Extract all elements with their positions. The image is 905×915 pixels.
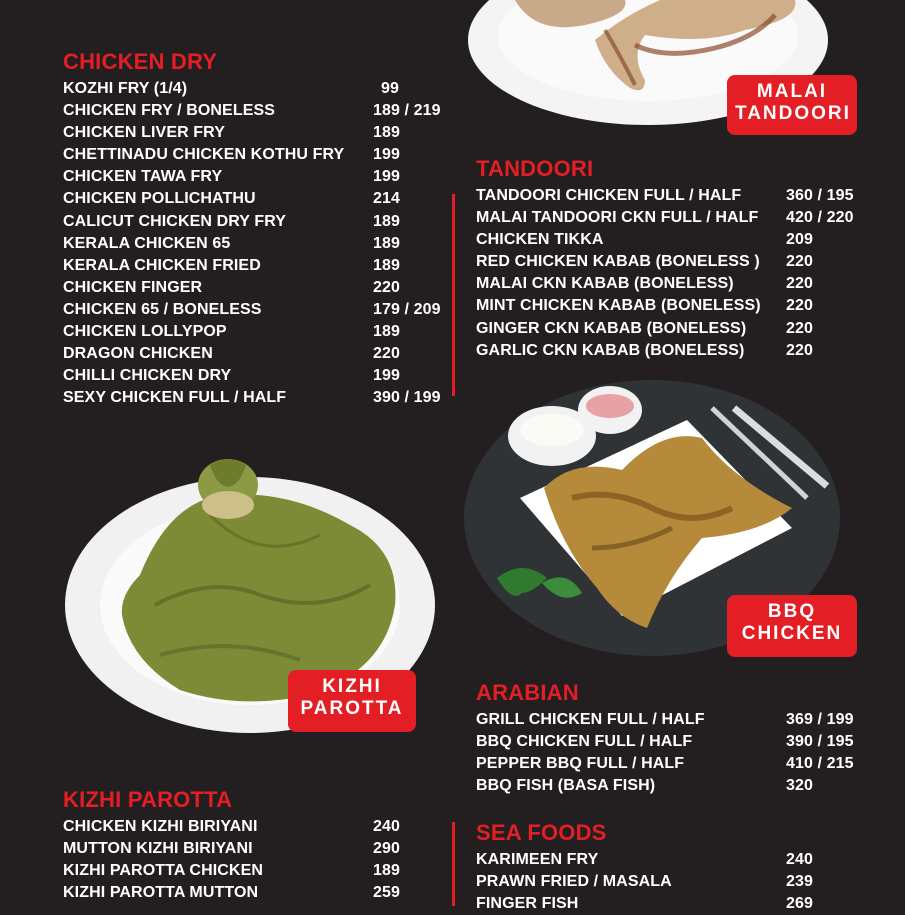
- chicken-dry-section: [63, 50, 453, 409]
- item-price: 179 / 209: [373, 300, 441, 318]
- item-price: 199: [373, 168, 400, 186]
- item-price: 390 / 195: [786, 733, 854, 751]
- section-title: CHICKEN DRY: [63, 49, 218, 74]
- menu-list: [476, 709, 876, 797]
- item-name: SEXY CHICKEN FULL / HALF: [63, 389, 287, 407]
- menu-item: [476, 775, 876, 797]
- item-name: CHICKEN 65 / BONELESS: [63, 300, 262, 318]
- item-name: CALICUT CHICKEN DRY FRY: [63, 212, 287, 230]
- menu-item: [476, 893, 876, 915]
- item-name: FINGER FISH: [476, 895, 579, 913]
- menu-item: [63, 78, 453, 100]
- section-title: TANDOORI: [476, 156, 594, 181]
- menu-list: [476, 185, 876, 362]
- item-price: 239: [786, 873, 813, 891]
- menu-list: [476, 849, 876, 915]
- item-price: 220: [373, 278, 400, 296]
- item-price: 220: [786, 319, 813, 337]
- menu-item: [63, 211, 453, 233]
- item-price: 240: [373, 818, 400, 835]
- item-name: PEPPER BBQ FULL / HALF: [476, 755, 685, 773]
- menu-item: [476, 849, 876, 871]
- item-price: 199: [373, 367, 400, 385]
- menu-item: [476, 273, 876, 295]
- item-name: KERALA CHICKEN FRIED: [63, 256, 261, 274]
- item-price: 220: [373, 345, 400, 363]
- badge-line: PAROTTA: [300, 698, 404, 719]
- item-price: 220: [786, 253, 813, 271]
- item-price: 290: [373, 840, 400, 858]
- menu-item: [63, 166, 453, 188]
- item-name: MUTTON KIZHI BIRIYANI: [63, 840, 253, 858]
- item-price: 259: [373, 884, 400, 902]
- badge-line: MALAI: [756, 81, 828, 102]
- item-name: KERALA CHICKEN 65: [63, 234, 231, 252]
- menu-item: [63, 882, 453, 904]
- menu-item: [63, 100, 453, 122]
- item-price: 209: [786, 231, 813, 249]
- malai-tandoori-badge: [727, 75, 857, 135]
- item-name: BBQ FISH (BASA FISH): [476, 777, 656, 795]
- item-price: 240: [786, 851, 813, 868]
- item-price: 189: [373, 212, 400, 230]
- bbq-chicken-badge: [727, 595, 857, 657]
- item-name: CHICKEN FRY / BONELESS: [63, 102, 276, 120]
- item-name: MALAI CKN KABAB (BONELESS): [476, 275, 734, 293]
- menu-list: [63, 816, 453, 904]
- item-name: KIZHI PAROTTA CHICKEN: [63, 862, 264, 880]
- menu-item: [63, 255, 453, 277]
- menu-item: [63, 299, 453, 321]
- item-price: 214: [373, 190, 400, 208]
- section-title: ARABIAN: [476, 680, 579, 705]
- item-name: CHILLI CHICKEN DRY: [63, 367, 232, 385]
- item-price: 199: [373, 146, 400, 164]
- item-price: 369 / 199: [786, 711, 854, 728]
- item-name: CHETTINADU CHICKEN KOTHU FRY: [63, 146, 345, 164]
- menu-item: [476, 340, 876, 362]
- section-title: KIZHI PAROTTA: [63, 787, 233, 812]
- menu-item: [63, 365, 453, 387]
- item-price: 410 / 215: [786, 755, 854, 773]
- item-price: 189: [373, 256, 400, 274]
- menu-item: [476, 731, 876, 753]
- item-name: CHICKEN TAWA FRY: [63, 168, 223, 186]
- item-price: 220: [786, 341, 813, 359]
- item-price: 390 / 199: [373, 389, 441, 407]
- item-price: 269: [786, 895, 813, 913]
- item-price: 189: [373, 234, 400, 252]
- item-price: 189: [373, 323, 400, 341]
- item-name: PRAWN FRIED / MASALA: [476, 873, 672, 891]
- tandoori-section: [476, 157, 876, 362]
- menu-item: [63, 122, 453, 144]
- menu-item: [476, 185, 876, 207]
- menu-item: [63, 277, 453, 299]
- item-name: DRAGON CHICKEN: [63, 345, 213, 363]
- menu-item: [63, 144, 453, 166]
- item-name: GINGER CKN KABAB (BONELESS): [476, 319, 747, 337]
- item-price: 189: [373, 124, 400, 142]
- menu-item: [476, 753, 876, 775]
- section-title: SEA FOODS: [476, 820, 607, 845]
- menu-list: [63, 78, 453, 409]
- item-name: CHICKEN FINGER: [63, 278, 203, 296]
- arabian-section: [476, 681, 876, 797]
- menu-item: [63, 343, 453, 365]
- menu-item: [476, 207, 876, 229]
- item-name: CHICKEN KIZHI BIRIYANI: [63, 818, 258, 835]
- menu-item: [476, 318, 876, 340]
- item-name: KOZHI FRY (1/4): [63, 80, 188, 97]
- badge-line: TANDOORI: [735, 103, 851, 124]
- item-name: MALAI TANDOORI CKN FULL / HALF: [476, 209, 759, 227]
- menu-item: [63, 188, 453, 210]
- kizhi-parotta-section: [63, 788, 453, 904]
- item-price: 320: [786, 777, 813, 795]
- item-price: 189: [373, 862, 400, 880]
- item-name: GARLIC CKN KABAB (BONELESS): [476, 341, 745, 359]
- item-price: 360 / 195: [786, 187, 854, 204]
- menu-item: [476, 229, 876, 251]
- menu-item: [63, 816, 453, 838]
- item-name: MINT CHICKEN KABAB (BONELESS): [476, 297, 761, 315]
- item-name: CHICKEN TIKKA: [476, 231, 604, 249]
- item-name: CHICKEN POLLICHATHU: [63, 190, 256, 208]
- badge-line: KIZHI: [322, 676, 382, 697]
- item-price: 220: [786, 297, 813, 315]
- badge-line: BBQ: [767, 601, 817, 622]
- item-name: BBQ CHICKEN FULL / HALF: [476, 733, 693, 751]
- menu-item: [476, 709, 876, 731]
- menu-item: [63, 838, 453, 860]
- item-name: CHICKEN LIVER FRY: [63, 124, 226, 142]
- item-name: KIZHI PAROTTA MUTTON: [63, 884, 259, 902]
- sea-foods-section: [476, 821, 876, 915]
- menu-item: [63, 860, 453, 882]
- item-price: 220: [786, 275, 813, 293]
- item-price: 420 / 220: [786, 209, 854, 227]
- item-price: 99: [381, 80, 399, 97]
- menu-item: [63, 233, 453, 255]
- item-name: KARIMEEN FRY: [476, 851, 599, 868]
- menu-item: [476, 251, 876, 273]
- menu-item: [63, 387, 453, 409]
- item-price: 189 / 219: [373, 102, 441, 120]
- kizhi-parotta-badge: [288, 670, 416, 732]
- menu-item: [63, 321, 453, 343]
- item-name: GRILL CHICKEN FULL / HALF: [476, 711, 705, 728]
- item-name: TANDOORI CHICKEN FULL / HALF: [476, 187, 742, 204]
- menu-item: [476, 295, 876, 317]
- badge-line: CHICKEN: [741, 623, 843, 644]
- menu-item: [476, 871, 876, 893]
- item-name: CHICKEN LOLLYPOP: [63, 323, 227, 341]
- item-name: RED CHICKEN KABAB (BONELESS ): [476, 253, 760, 271]
